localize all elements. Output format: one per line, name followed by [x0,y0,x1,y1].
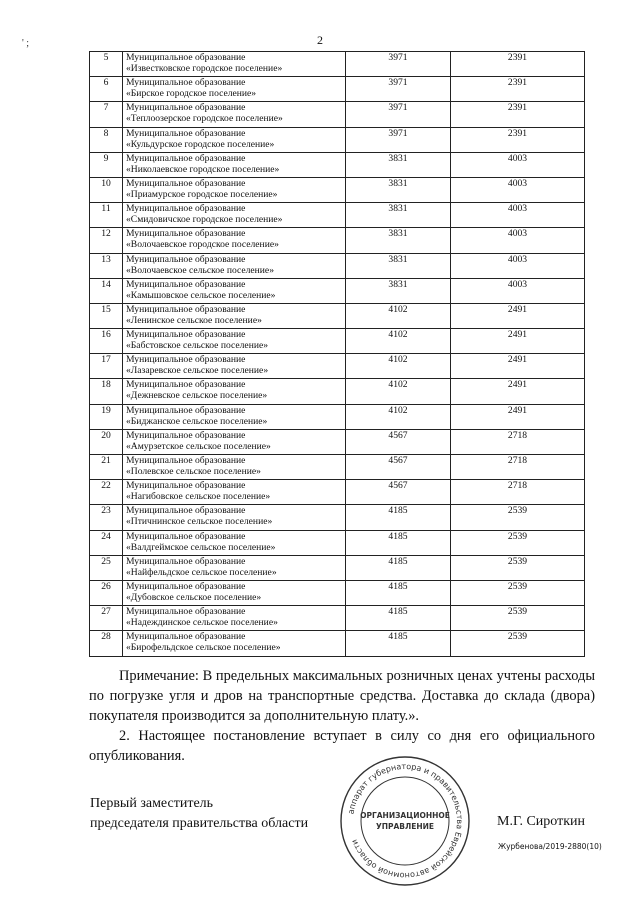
signatory-name: М.Г. Сироткин [497,814,586,829]
municipality-type: Муниципальное образование [126,278,246,290]
price-coal-cell: 3831 [346,177,451,202]
row-number-cell: 14 [90,278,123,303]
table-row [90,379,585,404]
row-number-cell: 6 [90,77,123,102]
note-paragraph: Примечание: В предельных максимальных розничных ценах учтены расходы по погрузке угля и дров на транспортные средства. Доставка до склада (двора) покупателя производится за дополнительную плату.». [89,668,595,724]
signatory-title-line2: председателя правительства области [90,816,309,831]
signatory-title-line1: Первый заместитель [90,796,214,811]
table-row [90,455,585,480]
municipality-name-cell [123,253,346,278]
price-coal-cell: 3971 [346,77,451,102]
municipality-name-cell [123,580,346,605]
municipality-type: Муниципальное образование [126,228,246,240]
municipality-name: «Теплоозерское городское поселение» [126,113,283,125]
municipality-name: «Николаевское городское поселение» [126,163,280,175]
document-reference: Журбенова/2019-2880(10) [498,842,602,851]
price-coal-cell: 4185 [346,606,451,631]
seal-ring-text: аппарат губернатора и правительства Еврейской автономной области [346,761,465,881]
table-row [90,429,585,454]
municipality-name: «Надеждинское сельское поселение» [126,617,278,629]
municipality-name-cell [123,203,346,228]
municipality-name: «Смидовичское городское поселение» [126,214,283,226]
table-row [90,303,585,328]
municipality-name-cell [123,404,346,429]
price-coal-cell: 4567 [346,429,451,454]
price-wood-cell: 2539 [451,606,585,631]
municipality-name-cell [123,631,346,656]
table-row [90,555,585,580]
municipality-name: «Полевское сельское поселение» [126,466,261,477]
price-wood-cell: 2718 [451,455,585,480]
municipality-type: Муниципальное образование [126,555,246,567]
table-row [90,177,585,202]
table-row [90,354,585,379]
municipality-name-cell [123,480,346,505]
price-wood-cell: 2718 [451,480,585,505]
seal-center-line2: УПРАВЛЕНИЕ [375,822,435,831]
municipality-type: Муниципальное образование [126,404,246,416]
municipality-name: «Приамурское городское поселение» [126,188,278,200]
municipality-type: Муниципальное образование [126,580,246,592]
page-number: 2 [317,33,323,47]
municipality-type: Муниципальное образование [126,480,246,492]
price-coal-cell: 3831 [346,228,451,253]
municipality-type: Муниципальное образование [126,505,246,517]
municipality-type: Муниципальное образование [126,127,246,139]
municipality-name: «Бирское городское поселение» [126,88,257,100]
row-number-cell: 27 [90,606,123,631]
price-wood-cell: 2391 [451,127,585,152]
municipality-name-cell [123,102,346,127]
municipality-type: Муниципальное образование [126,253,246,265]
price-wood-cell: 4003 [451,228,585,253]
municipality-name-cell [123,177,346,202]
municipality-name-cell [123,505,346,530]
price-wood-cell: 2491 [451,404,585,429]
price-coal-cell: 4185 [346,555,451,580]
municipality-name: «Найфельдское сельское поселение» [126,566,277,578]
table-row [90,480,585,505]
municipality-type: Муниципальное образование [126,606,246,618]
municipality-name-cell [123,278,346,303]
municipality-name: «Кульдурское городское поселение» [126,138,275,150]
price-coal-cell: 4567 [346,480,451,505]
row-number-cell: 12 [90,228,123,253]
municipality-name-cell [123,77,346,102]
municipality-type: Муниципальное образование [126,77,246,89]
table-row [90,404,585,429]
note-block [89,666,595,766]
price-wood-cell: 2539 [451,580,585,605]
municipality-name-cell [123,555,346,580]
effective-paragraph: 2. Настоящее постановление вступает в силу со дня его официального опубликования. [89,728,595,764]
row-number-cell: 5 [90,52,123,77]
price-coal-cell: 4102 [346,329,451,354]
municipality-type: Муниципальное образование [126,52,246,63]
price-coal-cell: 4567 [346,455,451,480]
price-coal-cell: 4102 [346,354,451,379]
price-coal-cell: 4102 [346,303,451,328]
row-number-cell: 22 [90,480,123,505]
row-number-cell: 13 [90,253,123,278]
table-row [90,580,585,605]
row-number-cell: 24 [90,530,123,555]
table-row [90,505,585,530]
price-wood-cell: 2491 [451,354,585,379]
municipality-name-cell [123,455,346,480]
municipality-type: Муниципальное образование [126,203,246,215]
price-table [89,51,585,657]
table-row [90,228,585,253]
row-number-cell: 10 [90,177,123,202]
table-row [90,606,585,631]
municipality-name-cell [123,429,346,454]
municipality-name-cell [123,303,346,328]
table-row [90,127,585,152]
table-row [90,152,585,177]
price-wood-cell: 2539 [451,631,585,656]
table-row [90,278,585,303]
price-wood-cell: 2539 [451,555,585,580]
row-number-cell: 7 [90,102,123,127]
row-number-cell: 18 [90,379,123,404]
municipality-name: «Биджанское сельское поселение» [126,415,268,427]
row-number-cell: 21 [90,455,123,480]
price-wood-cell: 2491 [451,379,585,404]
table-row [90,530,585,555]
municipality-type: Муниципальное образование [126,303,246,315]
price-wood-cell: 2391 [451,52,585,77]
table-row [90,203,585,228]
price-wood-cell: 2718 [451,429,585,454]
row-number-cell: 11 [90,203,123,228]
row-number-cell: 20 [90,429,123,454]
table-row [90,253,585,278]
municipality-type: Муниципальное образование [126,102,246,114]
municipality-name-cell [123,530,346,555]
price-coal-cell: 3831 [346,253,451,278]
row-number-cell: 26 [90,580,123,605]
municipality-name: «Дубовское сельское поселение» [126,591,262,603]
municipality-name: «Валдгеймское сельское поселение» [126,541,276,553]
table-row [90,329,585,354]
municipality-name: «Дежневское сельское поселение» [126,390,268,402]
row-number-cell: 8 [90,127,123,152]
municipality-type: Муниципальное образование [126,455,246,466]
price-table-body [90,52,585,657]
municipality-name: «Лазаревское сельское поселение» [126,365,269,377]
table-row [90,52,585,77]
municipality-name: «Птичнинское сельское поселение» [126,516,273,528]
row-number-cell: 9 [90,152,123,177]
scan-marks: ' ; [22,38,30,49]
municipality-type: Муниципальное образование [126,177,246,189]
row-number-cell: 15 [90,303,123,328]
price-wood-cell: 2539 [451,505,585,530]
municipality-type: Муниципальное образование [126,631,246,643]
municipality-name: «Волочаевское сельское поселение» [126,264,274,276]
municipality-type: Муниципальное образование [126,354,246,366]
price-coal-cell: 3831 [346,278,451,303]
price-coal-cell: 3971 [346,52,451,77]
municipality-name-cell [123,127,346,152]
price-wood-cell: 4003 [451,177,585,202]
row-number-cell: 16 [90,329,123,354]
price-coal-cell: 4185 [346,505,451,530]
municipality-type: Муниципальное образование [126,530,246,542]
municipality-name: «Нагибовское сельское поселение» [126,491,271,503]
municipality-type: Муниципальное образование [126,379,246,391]
municipality-name-cell [123,606,346,631]
municipality-name: «Ленинское сельское поселение» [126,314,262,326]
price-wood-cell: 4003 [451,203,585,228]
price-wood-cell: 2391 [451,102,585,127]
row-number-cell: 19 [90,404,123,429]
row-number-cell: 23 [90,505,123,530]
municipality-name: «Бабстовское сельское поселение» [126,340,269,352]
price-wood-cell: 2491 [451,303,585,328]
municipality-name: «Камышовское сельское поселение» [126,289,276,301]
municipality-name-cell [123,379,346,404]
price-wood-cell: 2491 [451,329,585,354]
municipality-name: «Амурзетское сельское поселение» [126,440,271,452]
price-wood-cell: 4003 [451,278,585,303]
price-coal-cell: 4185 [346,631,451,656]
table-row [90,102,585,127]
municipality-type: Муниципальное образование [126,152,246,164]
municipality-name-cell [123,354,346,379]
row-number-cell: 25 [90,555,123,580]
price-coal-cell: 3971 [346,102,451,127]
municipality-name-cell [123,152,346,177]
official-seal [338,754,472,888]
table-row [90,77,585,102]
seal-inner-ring [361,777,449,865]
municipality-name: «Бирофельдское сельское поселение» [126,642,281,654]
price-wood-cell: 2391 [451,77,585,102]
price-coal-cell: 4102 [346,404,451,429]
price-wood-cell: 4003 [451,152,585,177]
municipality-name: «Известковское городское поселение» [126,63,283,74]
price-coal-cell: 4185 [346,580,451,605]
municipality-name: «Волочаевское городское поселение» [126,239,279,251]
price-wood-cell: 4003 [451,253,585,278]
municipality-type: Муниципальное образование [126,329,246,341]
signatory-title [90,794,308,834]
price-coal-cell: 3831 [346,152,451,177]
price-coal-cell: 4185 [346,530,451,555]
seal-center-line1: ОРГАНИЗАЦИОННОЕ [360,811,450,820]
price-coal-cell: 3831 [346,203,451,228]
row-number-cell: 17 [90,354,123,379]
price-wood-cell: 2539 [451,530,585,555]
price-coal-cell: 3971 [346,127,451,152]
price-coal-cell: 4102 [346,379,451,404]
municipality-name-cell [123,52,346,77]
seal-outer-ring [341,757,469,885]
municipality-type: Муниципальное образование [126,429,246,441]
row-number-cell: 28 [90,631,123,656]
table-row [90,631,585,656]
municipality-name-cell [123,329,346,354]
municipality-name-cell [123,228,346,253]
